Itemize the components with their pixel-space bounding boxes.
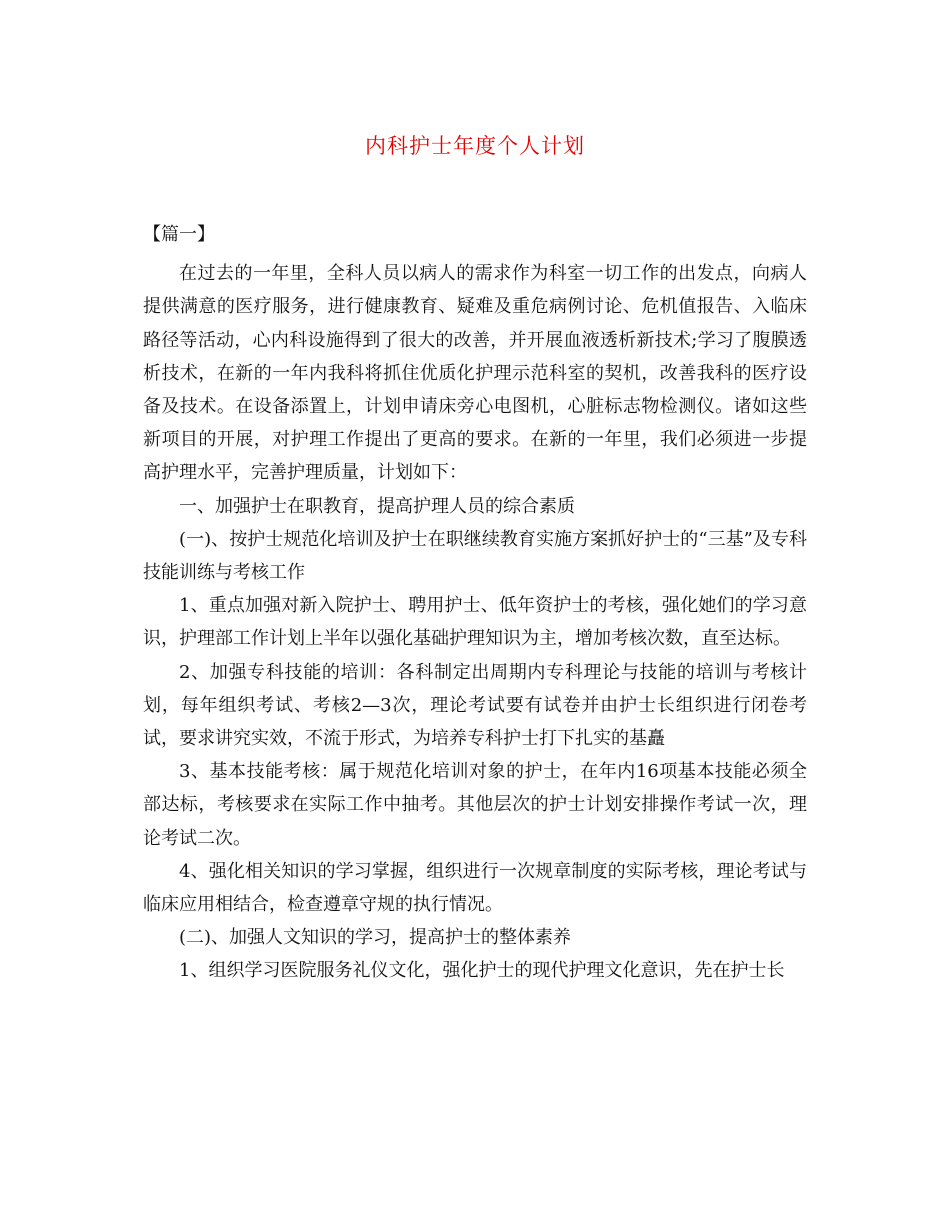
paragraph-item-4: 4、强化相关知识的学习掌握，组织进行一次规章制度的实际考核，理论考试与临床应用相结合，检查遵章守规的执行情况。 <box>143 860 807 916</box>
section-tag: 【篇一】 <box>143 224 215 245</box>
document-title: 内科护士年度个人计划 <box>365 134 585 158</box>
subheading-2: (二)、加强人文知识的学习，提高护士的整体素养 <box>179 927 572 949</box>
paragraph-item-1: 1、重点加强对新入院护士、聘用护士、低年资护士的考核，强化她们的学习意识，护理部工作计划上半年以强化基础护理知识为主，增加考核次数，直至达标。 <box>143 595 807 650</box>
paragraph-item-2: 2、加强专科技能的培训：各科制定出周期内专科理论与技能的培训与考核计划，每年组织考试、考核2—3次，理论考试要有试卷并由护士长组织进行闭卷考试，要求讲究实效，不流于形式，为培养专科护士打下扎实的基矗 <box>143 661 807 750</box>
paragraph-intro: 在过去的一年里，全科人员以病人的需求作为科室一切工作的出发点，向病人提供满意的医疗服务，进行健康教育、疑难及重危病例讨论、危机值报告、入临床路径等活动，心内科设施得到了很大的改善，并开展血液透析新技术;学习了腹膜透析技术，在新的一年内我科将抓住优质化护理示范科室的契机，改善我科的医疗设备及技术。在设备添置上，计划申请床旁心电图机，心脏标志物检测仪。诸如这些新项目的开展，对护理工作提出了更高的要求。在新的一年里，我们必须进一步提高护理水平，完善护理质量，计划如下： <box>143 263 807 484</box>
document-body <box>143 218 807 988</box>
subheading-1: (一)、按护士规范化培训及护士在职继续教育实施方案抓好护士的“三基”及专科技能训练与考核工作 <box>143 528 807 584</box>
paragraph-item-5: 1、组织学习医院服务礼仪文化，强化护士的现代护理文化意识，先在护士长 <box>179 960 785 982</box>
paragraph-item-3: 3、基本技能考核：属于规范化培训对象的护士，在年内16项基本技能必须全部达标，考核要求在实际工作中抽考。其他层次的护士计划安排操作考试一次，理论考试二次。 <box>143 761 807 849</box>
heading-1: 一、加强护士在职教育，提高护理人员的综合素质 <box>179 495 575 517</box>
